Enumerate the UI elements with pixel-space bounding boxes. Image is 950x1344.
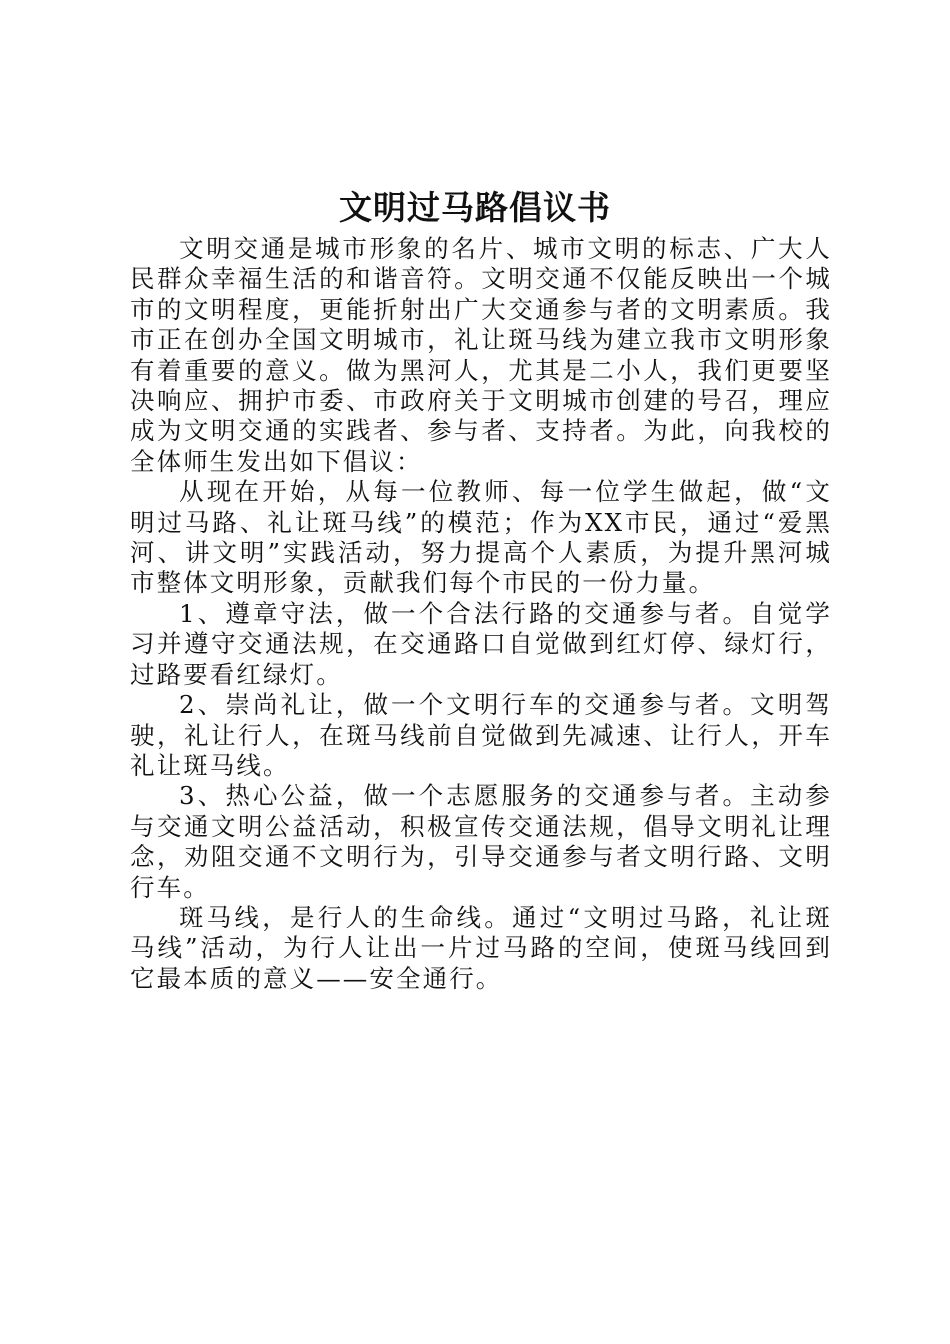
paragraph-item-2: 2、崇尚礼让，做一个文明行车的交通参与者。文明驾驶，礼让行人，在斑马线前自觉做到先减速、让行人，开车礼让斑马线。 [130, 690, 832, 780]
document-body [130, 234, 832, 994]
document-title: 文明过马路倡议书 [339, 188, 611, 227]
paragraph-conclusion: 斑马线，是行人的生命线。通过“文明过马路，礼让斑马线”活动，为行人让出一片过马路的空间，使斑马线回到它最本质的意义——安全通行。 [130, 902, 832, 993]
paragraph-intro: 文明交通是城市形象的名片、城市文明的标志、广大人民群众幸福生活的和谐音符。文明交通不仅能反映出一个城市的文明程度，更能折射出广大交通参与者的文明素质。我市正在创办全国文明城市，礼让斑马线为建立我市文明形象有着重要的意义。做为黑河人，尤其是二小人，我们更要坚决响应、拥护市委、市政府关于文明城市创建的号召，理应成为文明交通的实践者、参与者、支持者。为此，向我校的全体师生发出如下倡议： [130, 234, 832, 476]
paragraph-item-1: 1、遵章守法，做一个合法行路的交通参与者。自觉学习并遵守交通法规，在交通路口自觉做到红灯停、绿灯行，过路要看红绿灯。 [130, 598, 832, 689]
paragraph-call: 从现在开始，从每一位教师、每一位学生做起，做“文明过马路、礼让斑马线”的模范；作为XX市民，通过“爱黑河、讲文明”实践活动，努力提高个人素质，为提升黑河城市整体文明形象，贡献我们每个市民的一份力量。 [130, 477, 832, 598]
paragraph-item-3: 3、热心公益，做一个志愿服务的交通参与者。主动参与交通文明公益活动，积极宣传交通法规，倡导文明礼让理念，劝阻交通不文明行为，引导交通参与者文明行路、文明行车。 [130, 781, 832, 902]
